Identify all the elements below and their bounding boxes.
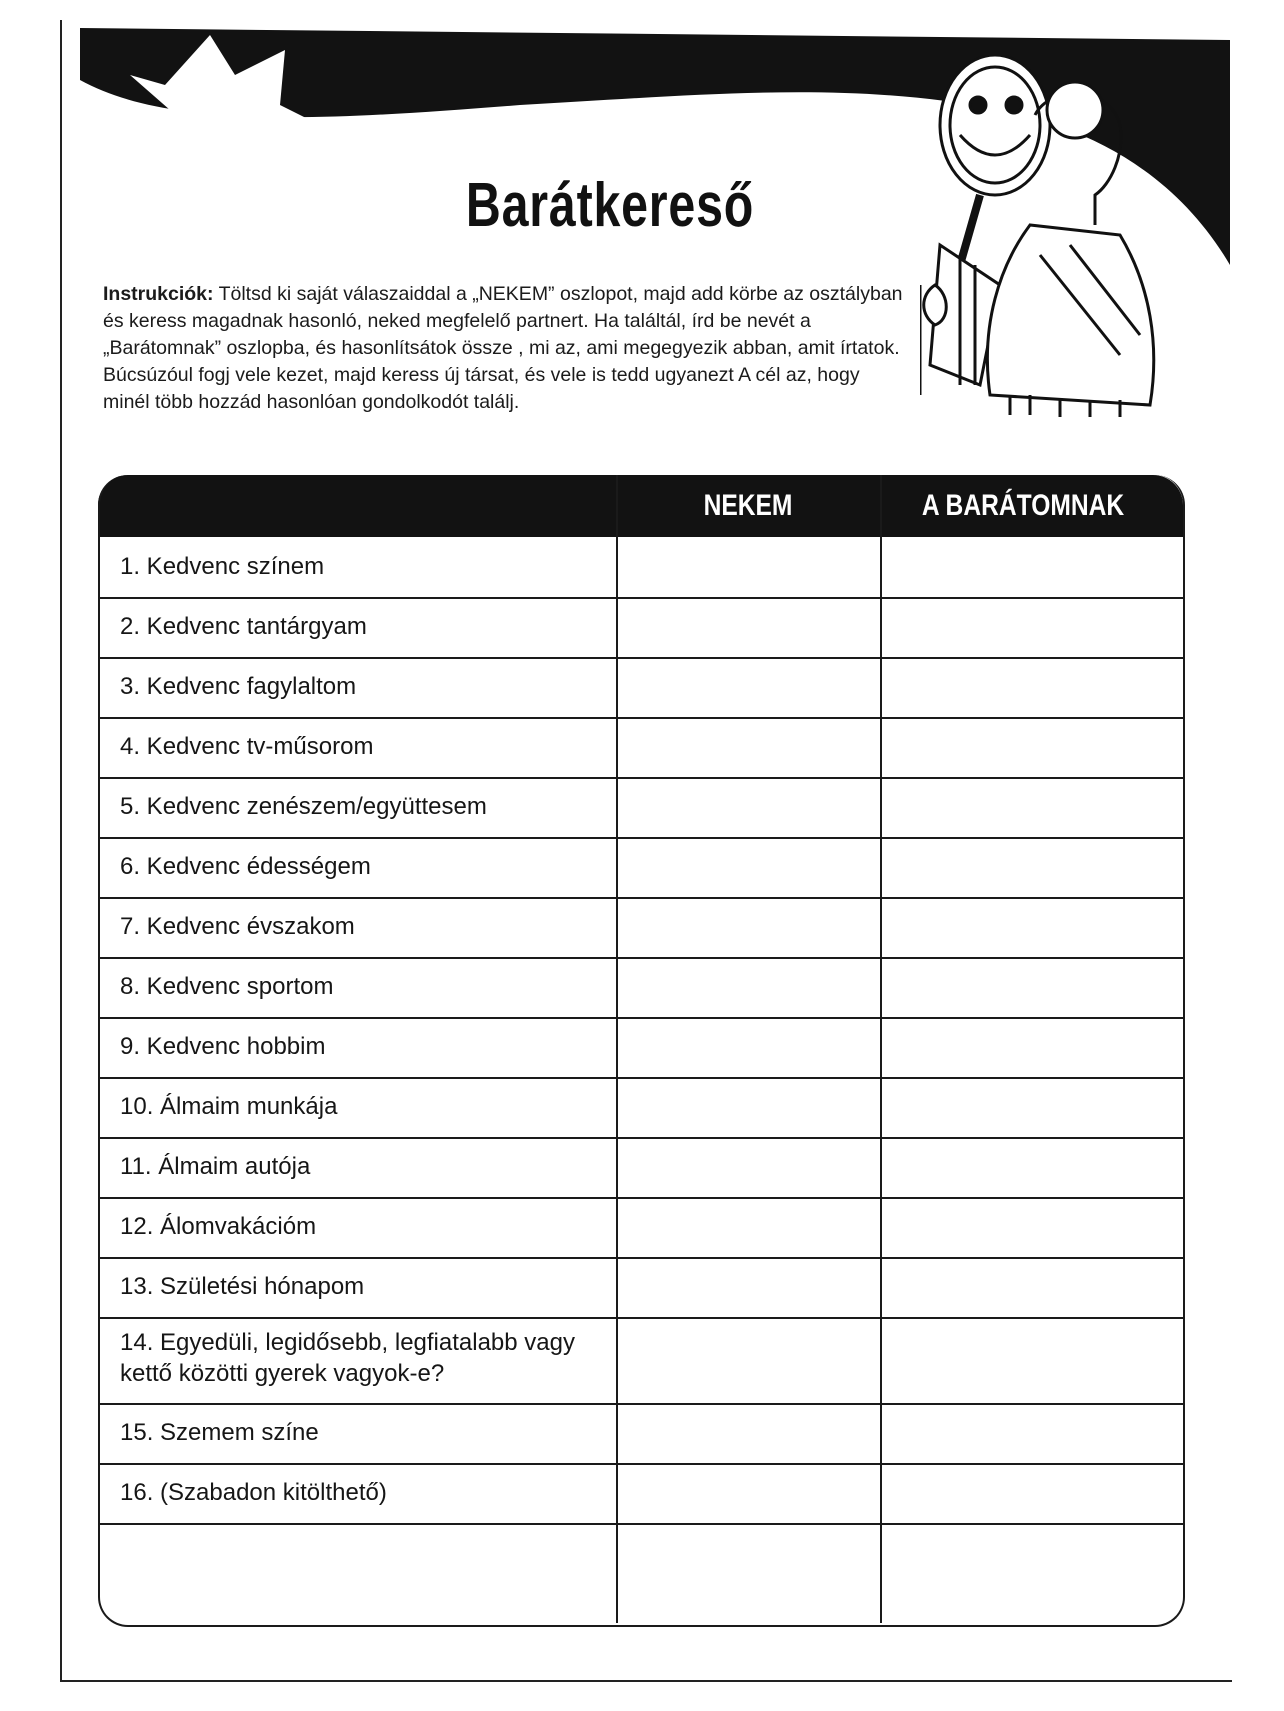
answer-cell-mine[interactable] xyxy=(618,1017,880,1077)
answer-cell-friend[interactable] xyxy=(882,597,1180,657)
page-title: Barátkereső xyxy=(465,171,755,240)
answer-cell-friend[interactable] xyxy=(882,1017,1180,1077)
answer-cell-mine[interactable] xyxy=(618,1257,880,1317)
answer-cell-friend[interactable] xyxy=(882,1257,1180,1317)
table-row xyxy=(98,1077,1183,1139)
table-row xyxy=(98,1197,1183,1259)
answer-cell-mine[interactable] xyxy=(618,657,880,717)
row-label: 5. Kedvenc zenészem/együttesem xyxy=(120,793,487,820)
table-row xyxy=(98,957,1183,1019)
row-label: 7. Kedvenc évszakom xyxy=(120,913,355,940)
table-row xyxy=(98,777,1183,839)
row-label: 11. Álmaim autója xyxy=(120,1153,311,1180)
instructions-paragraph xyxy=(103,281,903,416)
answer-cell-friend[interactable] xyxy=(882,1317,1180,1403)
answer-cell-friend[interactable] xyxy=(882,777,1180,837)
answer-cell-friend[interactable] xyxy=(882,537,1180,597)
answer-cell-friend[interactable] xyxy=(882,1403,1180,1463)
answer-cell-mine[interactable] xyxy=(618,1077,880,1137)
answer-cell-friend[interactable] xyxy=(882,1137,1180,1197)
row-label: 8. Kedvenc sportom xyxy=(120,973,334,1000)
row-label: 12. Álomvakációm xyxy=(120,1213,317,1240)
row-label: 15. Szemem színe xyxy=(120,1419,319,1446)
answer-cell-friend[interactable] xyxy=(882,657,1180,717)
table-row xyxy=(98,1463,1183,1525)
answer-cell-mine[interactable] xyxy=(618,777,880,837)
table-row xyxy=(98,897,1183,959)
row-label: 2. Kedvenc tantárgyam xyxy=(120,613,367,640)
answer-cell-mine[interactable] xyxy=(618,717,880,777)
answer-cell-mine[interactable] xyxy=(618,837,880,897)
table-row xyxy=(98,837,1183,899)
answer-cell-mine[interactable] xyxy=(618,537,880,597)
table-row xyxy=(98,597,1183,659)
instructions-text: Töltsd ki saját válaszaiddal a „NEKEM” oszlopot, majd add körbe az osztályban és keress magadnak hasonló, neked megfelelő partnert. Ha találtál, írd be nevét a „Barátomnak” oszlopba, és hasonlítsátok össze , mi az, ami megegyezik abban, amit írtatok. Búcsúzóul fogj vele kezet, majd keress új társat, és vele is tedd ugyanezt A cél az, hogy minél több hozzád hasonlóan gondolkodót találj. xyxy=(103,283,903,413)
answer-cell-friend[interactable] xyxy=(882,837,1180,897)
answer-cell-mine[interactable] xyxy=(618,1317,880,1403)
table-row xyxy=(98,1257,1183,1319)
comparison-table xyxy=(83,475,1183,1625)
answer-cell-friend[interactable] xyxy=(882,717,1180,777)
detective-illustration xyxy=(920,55,1180,455)
answer-cell-mine[interactable] xyxy=(618,1463,880,1523)
table-row xyxy=(98,1137,1183,1199)
answer-cell-mine[interactable] xyxy=(618,1137,880,1197)
answer-cell-mine[interactable] xyxy=(618,597,880,657)
instructions-label: Instrukciók: xyxy=(103,283,214,305)
table-row xyxy=(98,717,1183,779)
answer-cell-mine[interactable] xyxy=(618,957,880,1017)
row-label: 4. Kedvenc tv-műsorom xyxy=(120,733,374,760)
answer-cell-mine[interactable] xyxy=(618,1197,880,1257)
row-label: 10. Álmaim munkája xyxy=(120,1093,338,1120)
column-header-mine: NEKEM xyxy=(703,489,793,522)
row-label: 13. Születési hónapom xyxy=(120,1273,365,1300)
answer-cell-mine[interactable] xyxy=(618,897,880,957)
row-label: 1. Kedvenc színem xyxy=(120,553,325,580)
table-row xyxy=(98,537,1183,599)
row-label: 16. (Szabadon kitölthető) xyxy=(120,1479,387,1506)
answer-cell-friend[interactable] xyxy=(882,957,1180,1017)
table-row xyxy=(98,1017,1183,1079)
table-row xyxy=(98,1317,1183,1405)
answer-cell-friend[interactable] xyxy=(882,897,1180,957)
row-label: 14. Egyedüli, legidősebb, legfiatalabb vagy kettő közötti gyerek vagyok-e? xyxy=(120,1329,575,1387)
row-label: 3. Kedvenc fagylaltom xyxy=(120,673,357,700)
answer-cell-mine[interactable] xyxy=(618,1403,880,1463)
answer-cell-friend[interactable] xyxy=(882,1077,1180,1137)
answer-cell-friend[interactable] xyxy=(882,1463,1180,1523)
column-header-friend: A BARÁTOMNAK xyxy=(921,489,1125,522)
table-row xyxy=(98,657,1183,719)
row-label: 9. Kedvenc hobbim xyxy=(120,1033,326,1060)
table-row xyxy=(98,1403,1183,1465)
row-label: 6. Kedvenc édességem xyxy=(120,853,371,880)
answer-cell-friend[interactable] xyxy=(882,1197,1180,1257)
